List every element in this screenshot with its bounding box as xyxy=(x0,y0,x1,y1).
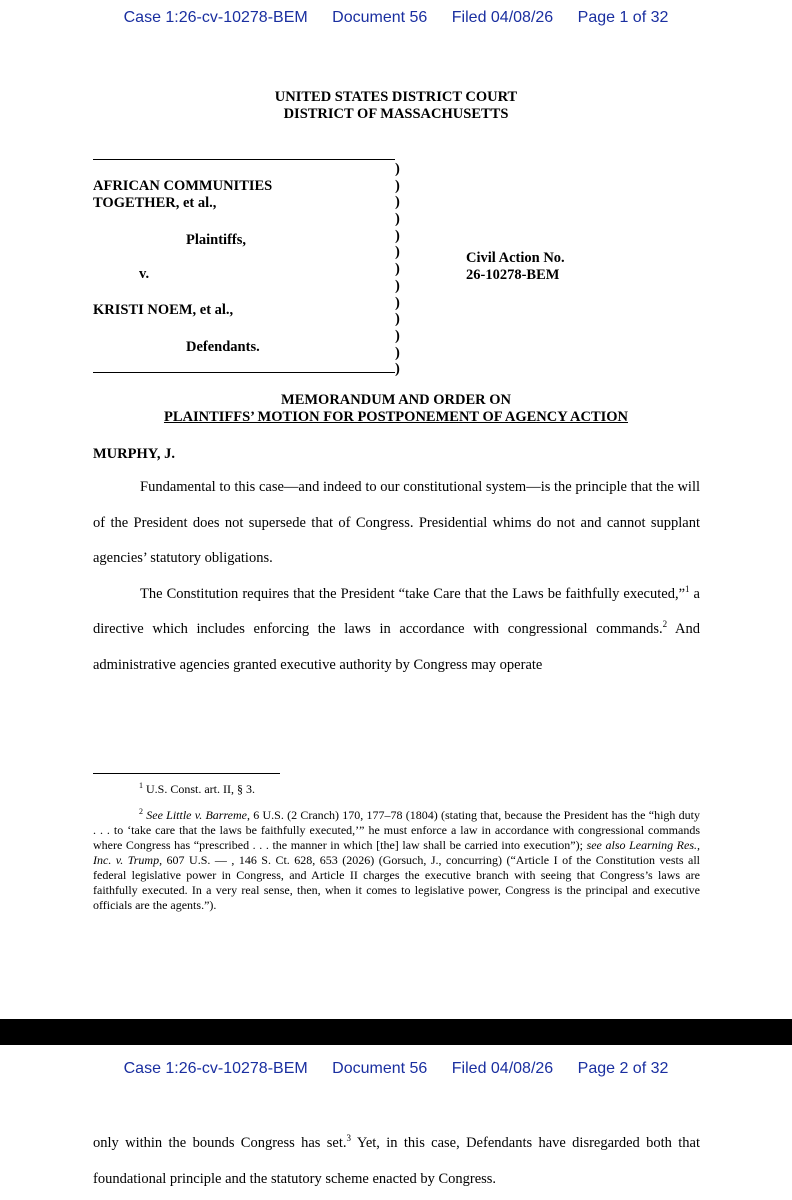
paren: ) xyxy=(395,327,400,344)
court-heading xyxy=(0,89,792,123)
filed-date: Filed 04/08/26 xyxy=(451,9,554,26)
document-number: Document 56 xyxy=(332,9,428,26)
footnote-2-text-2: , 607 U.S. — , 146 S. Ct. 628, 653 (2026) (Gorsuch, J., concurring) (“Article I of the Constitution vests all federal legislative power in Congress, and Article II charges the executive branch with seeing that Congress’s laws are faithfully executed. In a very real sense, then, when it comes to legislative power, Congress is the principal and executive officials are the agents.”). xyxy=(93,853,700,912)
paren: ) xyxy=(395,227,400,244)
footnote-2-citation-1: See Little v. Barreme xyxy=(146,808,247,822)
civil-action-number: 26-10278-BEM xyxy=(466,267,560,283)
paren: ) xyxy=(395,244,400,261)
footnote-2-text-1: , 6 U.S. (2 Cranch) 170, 177–78 (1804) (stating that, because the President has the “high duty . . . to ‘take care that the laws be faithfully executed,’” he must enforce a law in accordance with congressional commands where Congress has “prescribed . . . the manner in which [the] law shall be carried into execution”); xyxy=(93,808,700,852)
title-line2: PLAINTIFFS’ MOTION FOR POSTPONEMENT OF AGENCY ACTION xyxy=(163,409,629,425)
footnote-1 xyxy=(93,782,700,797)
caption-parentheses xyxy=(395,161,407,378)
plaintiffs-label: Plaintiffs, xyxy=(186,232,247,248)
caption-top-rule xyxy=(93,159,395,160)
page-number: Page 2 of 32 xyxy=(577,1060,669,1077)
filed-date: Filed 04/08/26 xyxy=(451,1060,554,1077)
case-number: Case 1:26-cv-10278-BEM xyxy=(123,9,308,26)
page2-text-a: only within the bounds Congress has set. xyxy=(93,1135,347,1151)
footnote-1-number: 1 xyxy=(139,781,143,790)
plaintiff-line2: TOGETHER, et al., xyxy=(93,195,217,211)
page2-body-text xyxy=(93,1126,700,1197)
para2-part-c: And administrative agencies granted executive authority by Congress may operate xyxy=(93,621,700,673)
footnote-2-citation-2: see also Learning Res., Inc. v. Trump xyxy=(93,838,701,867)
footnote-1-text: U.S. Const. art. II, § 3. xyxy=(143,782,255,796)
body-text xyxy=(93,470,700,683)
civil-action xyxy=(466,250,565,284)
paren: ) xyxy=(395,361,400,378)
para2-part-b: a directive which includes enforcing the laws in accordance with congressional commands. xyxy=(93,585,700,637)
footnote-ref-2[interactable]: 2 xyxy=(662,619,668,630)
page-number: Page 1 of 32 xyxy=(577,9,669,26)
footnote-ref-1[interactable]: 1 xyxy=(685,583,690,594)
paren: ) xyxy=(395,161,400,177)
paren: ) xyxy=(395,211,400,228)
paragraph-1: Fundamental to this case—and indeed to our constitutional system—is the principle that the will of the President does not supersede that of Congress. Presidential whims do not and cannot supplant agencies’ statutory obligations. xyxy=(93,479,700,566)
paren: ) xyxy=(395,261,400,278)
plaintiff-name xyxy=(93,178,272,212)
paren: ) xyxy=(395,311,400,328)
document-title xyxy=(0,392,792,426)
caption-bottom-rule xyxy=(93,372,395,373)
paren: ) xyxy=(395,194,400,211)
paragraph-2 xyxy=(93,577,700,684)
versus-label: v. xyxy=(139,266,150,282)
footnote-rule xyxy=(93,773,280,774)
court-name: UNITED STATES DISTRICT COURT xyxy=(274,89,518,105)
page1-header xyxy=(0,9,792,27)
paren: ) xyxy=(395,277,400,294)
footnote-2 xyxy=(93,808,700,913)
paren: ) xyxy=(395,294,400,311)
page-divider xyxy=(0,1019,792,1045)
paren: ) xyxy=(395,177,400,194)
para2-part-a: The Constitution requires that the President “take Care that the Laws be faithfully executed,” xyxy=(140,585,686,602)
document-number: Document 56 xyxy=(332,1060,428,1077)
defendants-label: Defendants. xyxy=(186,339,260,355)
plaintiff-line1: AFRICAN COMMUNITIES xyxy=(93,178,273,194)
case-number: Case 1:26-cv-10278-BEM xyxy=(123,1060,308,1077)
page2-paragraph xyxy=(93,1126,700,1197)
judge-name: MURPHY, J. xyxy=(93,446,176,462)
defendant-name: KRISTI NOEM, et al., xyxy=(93,302,234,318)
civil-action-label: Civil Action No. xyxy=(466,250,565,266)
title-line1: MEMORANDUM AND ORDER ON xyxy=(281,392,511,408)
page2-header xyxy=(0,1060,792,1078)
page2-text-b: Yet, in this case, Defendants have disregarded both that foundational principle and the statutory scheme enacted by Congress. xyxy=(93,1135,700,1187)
footnote-ref-3[interactable]: 3 xyxy=(346,1133,352,1144)
paren: ) xyxy=(395,344,400,361)
court-district: DISTRICT OF MASSACHUSETTS xyxy=(283,106,509,122)
footnote-2-number: 2 xyxy=(139,807,143,816)
